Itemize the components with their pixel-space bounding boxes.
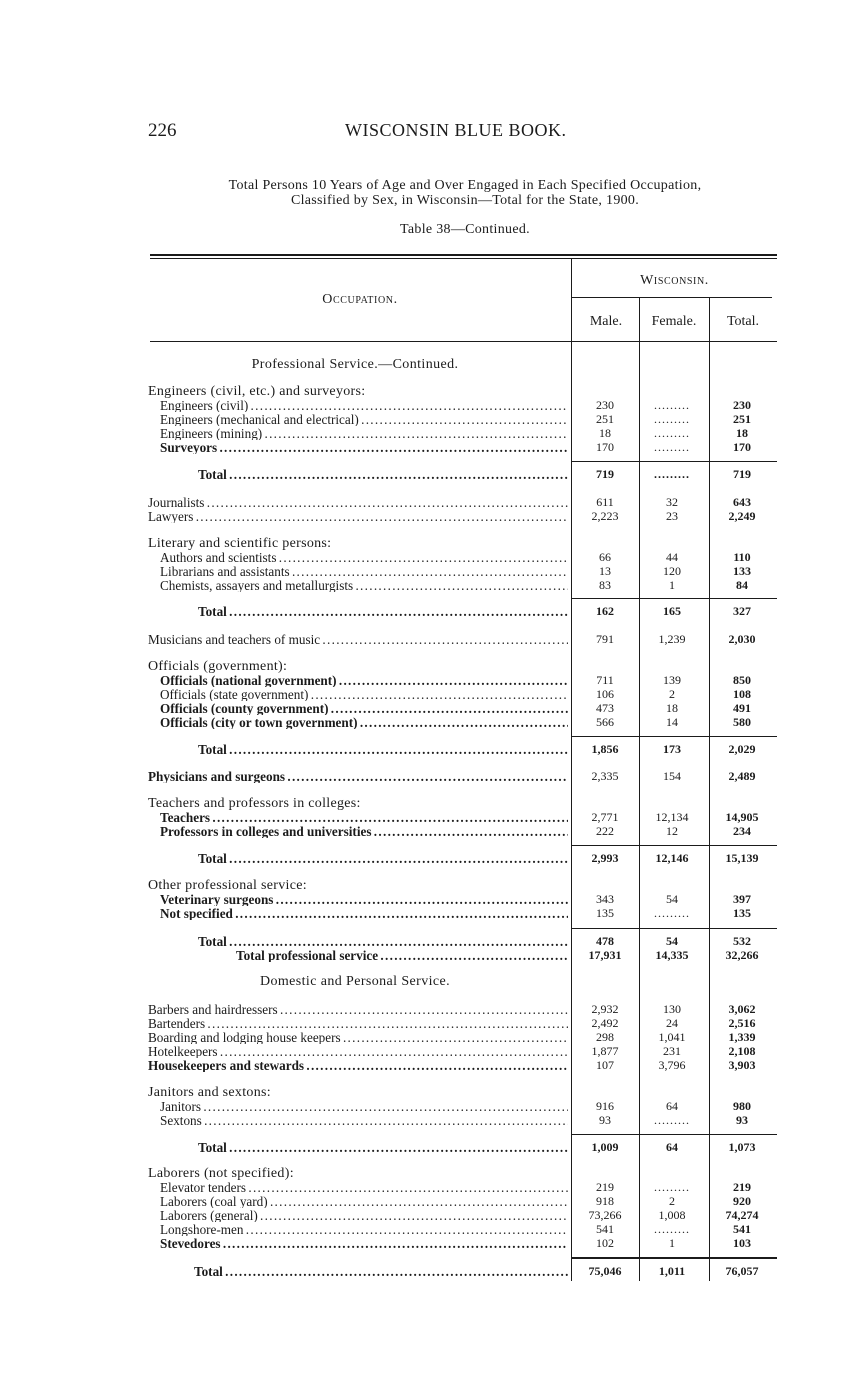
table-row: [0, 1209, 859, 1222]
male-value: 106: [596, 687, 614, 701]
occupation-label: Musicians and teachers of music . . .: [148, 633, 568, 646]
total-row: [0, 468, 859, 481]
occupation-label: Engineers (mechanical and electrical) . . .: [160, 413, 568, 426]
subtotal-rule: [571, 598, 777, 599]
occupation-label: Total . . .: [198, 852, 568, 865]
female-value: 2: [669, 1194, 675, 1208]
total-value: 580: [733, 715, 751, 729]
male-value: 918: [596, 1194, 614, 1208]
female-value: 1,041: [658, 1030, 686, 1044]
female-value: .........: [654, 1113, 690, 1127]
occupation-label: Professors in colleges and universities . . .: [160, 825, 568, 838]
male-value: 343: [596, 892, 614, 906]
table-row: [0, 1003, 859, 1016]
table-row: [0, 907, 859, 920]
total-value: 532: [733, 934, 751, 948]
total-value: 397: [733, 892, 751, 906]
total-value: 2,249: [728, 509, 756, 523]
male-value: 2,223: [591, 509, 619, 523]
total-value: 850: [733, 673, 751, 687]
occupation-label: Elevator tenders . . .: [160, 1181, 568, 1194]
group-heading-row: [0, 537, 859, 550]
female-value: 44: [666, 550, 678, 564]
top-double-rule-2: [150, 258, 777, 259]
female-value: .........: [654, 906, 690, 920]
occupation-label: Boarding and lodging house keepers . . .: [148, 1031, 568, 1044]
total-value: 135: [733, 906, 751, 920]
total-row: [0, 1141, 859, 1154]
total-value: 1,339: [728, 1030, 756, 1044]
group-underline: [572, 297, 772, 298]
occupation-label: Stevedores . . .: [160, 1237, 568, 1250]
table-row: [0, 811, 859, 824]
male-value: 791: [596, 632, 614, 646]
total-value: 133: [733, 564, 751, 578]
occupation-label: Total . . .: [194, 1265, 568, 1278]
total-column-header: Total.: [726, 314, 760, 329]
total-value: 2,516: [728, 1016, 756, 1030]
male-value: 251: [596, 412, 614, 426]
group-heading-row: [0, 1167, 859, 1180]
group-heading: Literary and scientific persons:: [148, 536, 332, 551]
occupation-label: Not specified . . .: [160, 907, 568, 920]
female-value: 64: [666, 1099, 678, 1113]
top-double-rule-1: [150, 254, 777, 256]
female-value: 1,239: [658, 632, 686, 646]
male-value: 102: [596, 1236, 614, 1250]
table-row: [0, 633, 859, 646]
total-value: 108: [733, 687, 751, 701]
occupation-label: Lawyers . . .: [148, 510, 568, 523]
table-caption-line-2: Classified by Sex, in Wisconsin—Total for the State, 1900.: [290, 193, 640, 208]
male-value: 66: [599, 550, 611, 564]
table-row: [0, 441, 859, 454]
wisconsin-group-header: Wisconsin.: [640, 273, 709, 288]
group-heading: Engineers (civil, etc.) and surveyors:: [148, 384, 366, 399]
group-heading: Janitors and sextons:: [148, 1085, 271, 1100]
total-value: 2,489: [728, 769, 756, 783]
female-value: 2: [669, 687, 675, 701]
table-row: [0, 1181, 859, 1194]
male-value: 1,009: [591, 1140, 619, 1154]
occupation-label: Bartenders . . .: [148, 1017, 568, 1030]
occupation-label: Journalists . . .: [148, 496, 568, 509]
total-value: 491: [733, 701, 751, 715]
female-value: 231: [663, 1044, 681, 1058]
male-value: 73,266: [588, 1208, 622, 1222]
table-row: [0, 1100, 859, 1113]
group-heading-row: [0, 879, 859, 892]
female-value: .........: [654, 440, 690, 454]
group-heading-row: [0, 797, 859, 810]
occupation-label: Teachers . . .: [160, 811, 568, 824]
table-row: [0, 770, 859, 783]
total-value: 103: [733, 1236, 751, 1250]
total-value: 230: [733, 398, 751, 412]
female-value: 154: [663, 769, 681, 783]
female-value: 23: [666, 509, 678, 523]
total-value: 3,903: [728, 1058, 756, 1072]
total-value: 719: [733, 467, 751, 481]
group-heading: Laborers (not specified):: [148, 1166, 294, 1181]
total-value: 920: [733, 1194, 751, 1208]
total-value: 980: [733, 1099, 751, 1113]
male-value: 566: [596, 715, 614, 729]
female-value: .........: [654, 1222, 690, 1236]
female-value: 139: [663, 673, 681, 687]
total-value: 3,062: [728, 1002, 756, 1016]
female-value: .........: [654, 467, 690, 481]
section-heading-row: [0, 975, 859, 988]
total-value: 74,274: [725, 1208, 759, 1222]
female-value: 130: [663, 1002, 681, 1016]
table-row: [0, 674, 859, 687]
occupation-label: Officials (city or town government) . . .: [160, 716, 568, 729]
female-value: 12: [666, 824, 678, 838]
table-row: [0, 702, 859, 715]
total-row: [0, 743, 859, 756]
group-heading: Teachers and professors in colleges:: [148, 796, 361, 811]
male-value: 222: [596, 824, 614, 838]
subtotal-rule: [571, 845, 777, 846]
total-value: 18: [736, 426, 748, 440]
total-value: 2,030: [728, 632, 756, 646]
total-value: 2,029: [728, 742, 756, 756]
table-row: [0, 1114, 859, 1127]
occupation-label: Total . . .: [198, 1141, 568, 1154]
occupation-label: Authors and scientists . . .: [160, 551, 568, 564]
section-title: Domestic and Personal Service.: [259, 974, 451, 989]
male-value: 711: [596, 673, 614, 687]
total-value: 170: [733, 440, 751, 454]
subtotal-rule: [571, 461, 777, 462]
occupation-label: Sextons . . .: [160, 1114, 568, 1127]
total-value: 15,139: [725, 851, 759, 865]
total-value: 1,073: [728, 1140, 756, 1154]
female-value: 54: [666, 934, 678, 948]
male-value: 2,492: [591, 1016, 619, 1030]
occupation-label: Housekeepers and stewards . . .: [148, 1059, 568, 1072]
occupation-label: Total professional service . . .: [236, 949, 568, 962]
page-number: 226: [148, 120, 177, 141]
total-value: 32,266: [725, 948, 759, 962]
female-value: .........: [654, 426, 690, 440]
male-value: 18: [599, 426, 611, 440]
female-value: 14: [666, 715, 678, 729]
male-value: 2,993: [591, 851, 619, 865]
group-heading: Officials (government):: [148, 659, 288, 674]
occupation-label: Surveyors . . .: [160, 441, 568, 454]
occupation-label: Total . . .: [198, 468, 568, 481]
subtotal-rule: [571, 928, 777, 929]
female-value: 3,796: [658, 1058, 686, 1072]
occupation-label: Librarians and assistants . . .: [160, 565, 568, 578]
female-value: 173: [663, 742, 681, 756]
occupation-label: Chemists, assayers and metallurgists . . .: [160, 579, 568, 592]
total-value: 327: [733, 604, 751, 618]
male-value: 1,877: [591, 1044, 619, 1058]
table-row: [0, 716, 859, 729]
table-row: [0, 1223, 859, 1236]
female-value: 32: [666, 495, 678, 509]
female-value: 12,146: [655, 851, 689, 865]
table-row: [0, 551, 859, 564]
female-value: .........: [654, 1180, 690, 1194]
final-total-rule: [571, 1257, 777, 1258]
male-value: 230: [596, 398, 614, 412]
table-row: [0, 579, 859, 592]
male-value: 170: [596, 440, 614, 454]
occupation-label: Hotelkeepers . . .: [148, 1045, 568, 1058]
occupation-label: Total . . .: [198, 743, 568, 756]
subtotal-rule: [571, 736, 777, 737]
female-value: 18: [666, 701, 678, 715]
male-value: 611: [596, 495, 614, 509]
male-value: 135: [596, 906, 614, 920]
male-value: 13: [599, 564, 611, 578]
table-row: [0, 1017, 859, 1030]
occupation-label: Officials (county government) . . .: [160, 702, 568, 715]
occupation-label: Officials (state government) . . .: [160, 688, 568, 701]
male-value: 107: [596, 1058, 614, 1072]
male-value: 162: [596, 604, 614, 618]
total-row: [0, 605, 859, 618]
male-column-header: Male.: [589, 314, 623, 329]
subtotal-rule: [571, 1134, 777, 1135]
group-heading-row: [0, 660, 859, 673]
female-value: 1: [669, 578, 675, 592]
total-row: [0, 949, 859, 962]
table-row: [0, 510, 859, 523]
total-row: [0, 935, 859, 948]
female-value: 1,011: [658, 1264, 686, 1278]
male-value: 473: [596, 701, 614, 715]
female-value: .........: [654, 398, 690, 412]
group-heading-row: [0, 385, 859, 398]
female-value: 24: [666, 1016, 678, 1030]
header-divider-male: [639, 298, 640, 342]
total-value: 219: [733, 1180, 751, 1194]
male-value: 916: [596, 1099, 614, 1113]
total-value: 541: [733, 1222, 751, 1236]
table-caption-line-1: Total Persons 10 Years of Age and Over Engaged in Each Specified Occupation,: [228, 178, 702, 193]
table-row: [0, 893, 859, 906]
header-bottom-rule: [150, 341, 777, 342]
male-value: 2,771: [591, 810, 619, 824]
female-value: 120: [663, 564, 681, 578]
total-value: 93: [736, 1113, 748, 1127]
header-divider-female: [709, 298, 710, 342]
subtotal-rule: [571, 1258, 777, 1259]
total-value: 76,057: [725, 1264, 759, 1278]
male-value: 2,932: [591, 1002, 619, 1016]
group-heading-row: [0, 1086, 859, 1099]
table-row: [0, 413, 859, 426]
table-row: [0, 427, 859, 440]
male-value: 2,335: [591, 769, 619, 783]
occupation-label: Physicians and surgeons . . .: [148, 770, 568, 783]
running-title: WISCONSIN BLUE BOOK.: [345, 120, 567, 140]
section-title: Professional Service.—Continued.: [251, 357, 459, 372]
female-column-header: Female.: [651, 314, 697, 329]
occupation-label: Janitors . . .: [160, 1100, 568, 1113]
occupation-label: Engineers (civil) . . .: [160, 399, 568, 412]
female-value: 14,335: [655, 948, 689, 962]
female-value: 1,008: [658, 1208, 686, 1222]
section-heading-row: [0, 358, 859, 371]
male-value: 75,046: [588, 1264, 622, 1278]
male-value: 478: [596, 934, 614, 948]
female-value: 165: [663, 604, 681, 618]
occupation-label: Total . . .: [198, 935, 568, 948]
male-value: 541: [596, 1222, 614, 1236]
table-row: [0, 1031, 859, 1044]
female-value: .........: [654, 412, 690, 426]
occupation-label: Barbers and hairdressers . . .: [148, 1003, 568, 1016]
male-value: 1,856: [591, 742, 619, 756]
total-value: 2,108: [728, 1044, 756, 1058]
total-row: [0, 1265, 859, 1278]
total-value: 84: [736, 578, 748, 592]
table-row: [0, 825, 859, 838]
male-value: 298: [596, 1030, 614, 1044]
occupation-label: Veterinary surgeons . . .: [160, 893, 568, 906]
occupation-label: Longshore-men . . .: [160, 1223, 568, 1236]
occupation-label: Officials (national government) . . .: [160, 674, 568, 687]
female-value: 12,134: [655, 810, 689, 824]
male-value: 719: [596, 467, 614, 481]
table-number: Table 38—Continued.: [400, 222, 530, 237]
occupation-label: Laborers (general) . . .: [160, 1209, 568, 1222]
total-value: 251: [733, 412, 751, 426]
occupation-column-header: Occupation.: [322, 292, 398, 307]
total-row: [0, 852, 859, 865]
male-value: 17,931: [588, 948, 622, 962]
table-row: [0, 565, 859, 578]
total-value: 14,905: [725, 810, 759, 824]
occupation-label: Total . . .: [198, 605, 568, 618]
table-row: [0, 1237, 859, 1250]
total-value: 234: [733, 824, 751, 838]
table-row: [0, 1045, 859, 1058]
group-heading: Other professional service:: [148, 878, 307, 893]
male-value: 93: [599, 1113, 611, 1127]
table-row: [0, 496, 859, 509]
male-value: 219: [596, 1180, 614, 1194]
occupation-label: Engineers (mining) . . .: [160, 427, 568, 440]
female-value: 54: [666, 892, 678, 906]
total-value: 643: [733, 495, 751, 509]
male-value: 83: [599, 578, 611, 592]
table-row: [0, 1059, 859, 1072]
total-value: 110: [733, 550, 751, 564]
table-row: [0, 399, 859, 412]
female-value: 64: [666, 1140, 678, 1154]
occupation-label: Laborers (coal yard) . . .: [160, 1195, 568, 1208]
table-row: [0, 1195, 859, 1208]
table-row: [0, 688, 859, 701]
female-value: 1: [669, 1236, 675, 1250]
